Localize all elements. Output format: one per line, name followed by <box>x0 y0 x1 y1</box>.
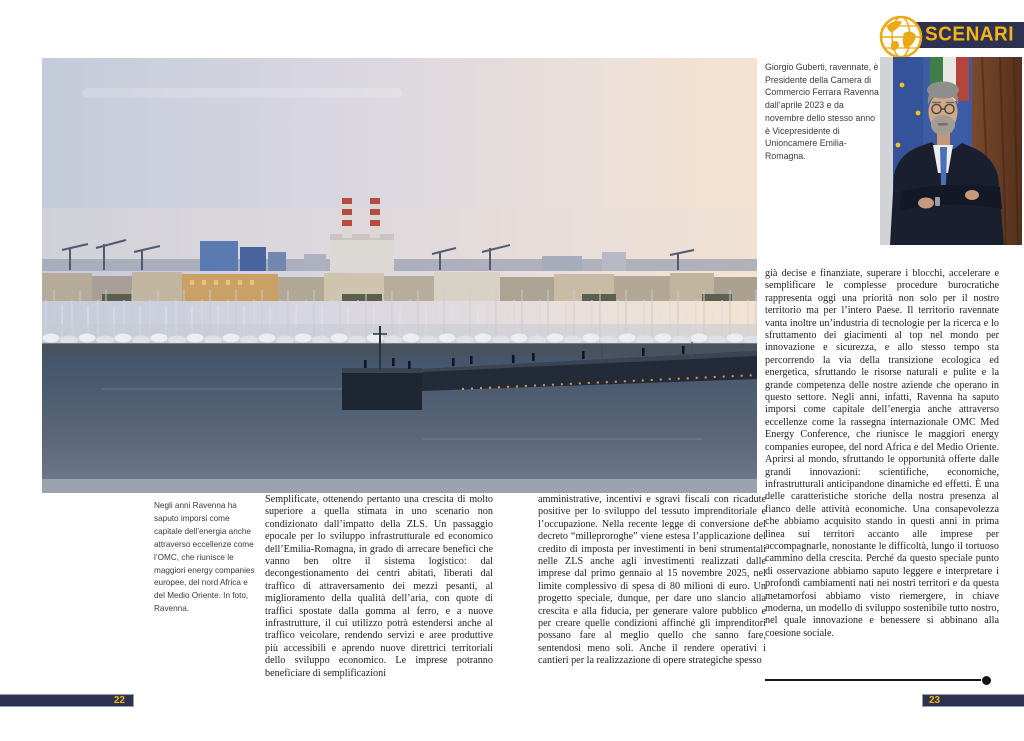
page-number-bar-left <box>0 694 134 707</box>
photo-caption: Negli anni Ravenna ha saputo imporsi come capitale dell’energia anche attraverso eccellenze come l’OMC, che riunisce le maggiori energy companies europee, del nord Africa e del Medio Oriente. In foto, Ravenna. <box>154 501 255 614</box>
article-column-2: amministrative, incentivi e sgravi fiscali con ricadute positive per lo sviluppo del tessuto imprenditoriale e l’occupazione. Nella recente legge di conversione del decreto “milleproroghe” viene estesa l’applicazione del credito di imposta per investimenti in beni strumentali nelle ZLS anche agli investimenti realizzati dalle imprese dal primo gennaio al 15 novembre 2025, nel limite complessivo di spesa di 80 milioni di euro. Un progetto speciale, dunque, per dare uno slancio alla crescita e alla fiducia, per generare valore pubblico e per creare quelle condizioni affinché gli imprenditori possano fare al meglio quello che sanno fare, sentendosi meno soli. Anche il rendere operativi i cantieri per la realizzazione di opere strategiche spesso <box>538 494 766 667</box>
portrait-caption: Giorgio Guberti, ravennate, è Presidente della Camera di Commercio Ferrara Ravenna dall’aprile 2023 e da novembre dello stesso anno è Vicepresidente di Unioncamere Emilia-Romagna. <box>765 62 879 161</box>
article-column-1: Semplificate, ottenendo pertanto una crescita di molto superiore a quella stimata in uno scenario non condizionato dall’impatto della ZLS. Un passaggio epocale per lo sviluppo infrastrutturale ed economico dell’Emilia-Romagna, in grado di arrecare benefici che vanno ben oltre il sistema logistico: dal decongestionamento dei centri abitati, liberati dal traffico di attraversamento dei mezzi pesanti, al miglioramento della qualità dell’aria, con quote di traffici spostate dalla gomma al ferro, e a nuove infrastrutture, il cui utilizzo potrà estendersi anche al traffico veicolare, rendendo servizi e aree produttive più accessibili e aprendo nuove direttrici territoriali dello sviluppo economico. Le imprese potranno beneficiare di semplificazioni <box>265 494 493 679</box>
end-dot-icon <box>982 676 991 685</box>
end-rule <box>765 679 981 681</box>
section-title: SCENARI <box>925 23 1015 46</box>
globe-icon <box>877 12 925 62</box>
article-column-3: già decise e finanziate, superare i blocchi, accelerare e semplificare le complesse procedure burocratiche rappresenta oggi una priorità non solo per il nostro territorio ma per l’intero Paese. Il territorio ravennate vanta inoltre un’industria di tecnologie per la ricerca e lo sfruttamento dei giacimenti al top nel mondo per innovazione e sicurezza, e allo stesso tempo sta percorrendo la via della transizione ecologica ed energetica, sfruttando le risorse naturali e pulite e la grande competenza delle nostre aziende che operano in questo settore. Negli anni, infatti, Ravenna ha saputo imporsi come capitale dell’energia anche attraverso eccellenze come la rassegna internazionale OMC Med Energy Conference, che riunisce le maggiori energy companies europee, del nord Africa e del Medio Oriente. Aprirsi al mondo, sfruttando le opportunità offerte dalle grandi innovazioni: scientifiche, economiche, infrastrutturali anticipandone dinamiche ed effetti. È una delle caratteristiche storiche della nostra presenza al fianco delle attività economiche. Una consapevolezza che abbiamo acquisito stando in questi anni in prima linea sui territori accanto alle imprese per accompagnarle, nonostante le difficoltà, lungo il tortuoso cammino della crescita. Perché da questo speciale punto di osservazione abbiamo saputo leggere e interpretare i profondi cambiamenti nati nei nostri territori e da questa metamorfosi abbiamo visto riemergere, in chiave moderna, un modello di sviluppo sostenibile tutto nostro, nel quale innovazione e benessere si abbinano alla coesione sociale. <box>765 268 999 639</box>
harbor-photo <box>42 58 757 493</box>
page-number-left: 22 <box>113 695 125 706</box>
page-number-bar-right <box>922 694 1024 707</box>
portrait-photo <box>880 57 1022 245</box>
page-number-right: 23 <box>929 695 941 706</box>
article-end-mark <box>765 676 993 685</box>
